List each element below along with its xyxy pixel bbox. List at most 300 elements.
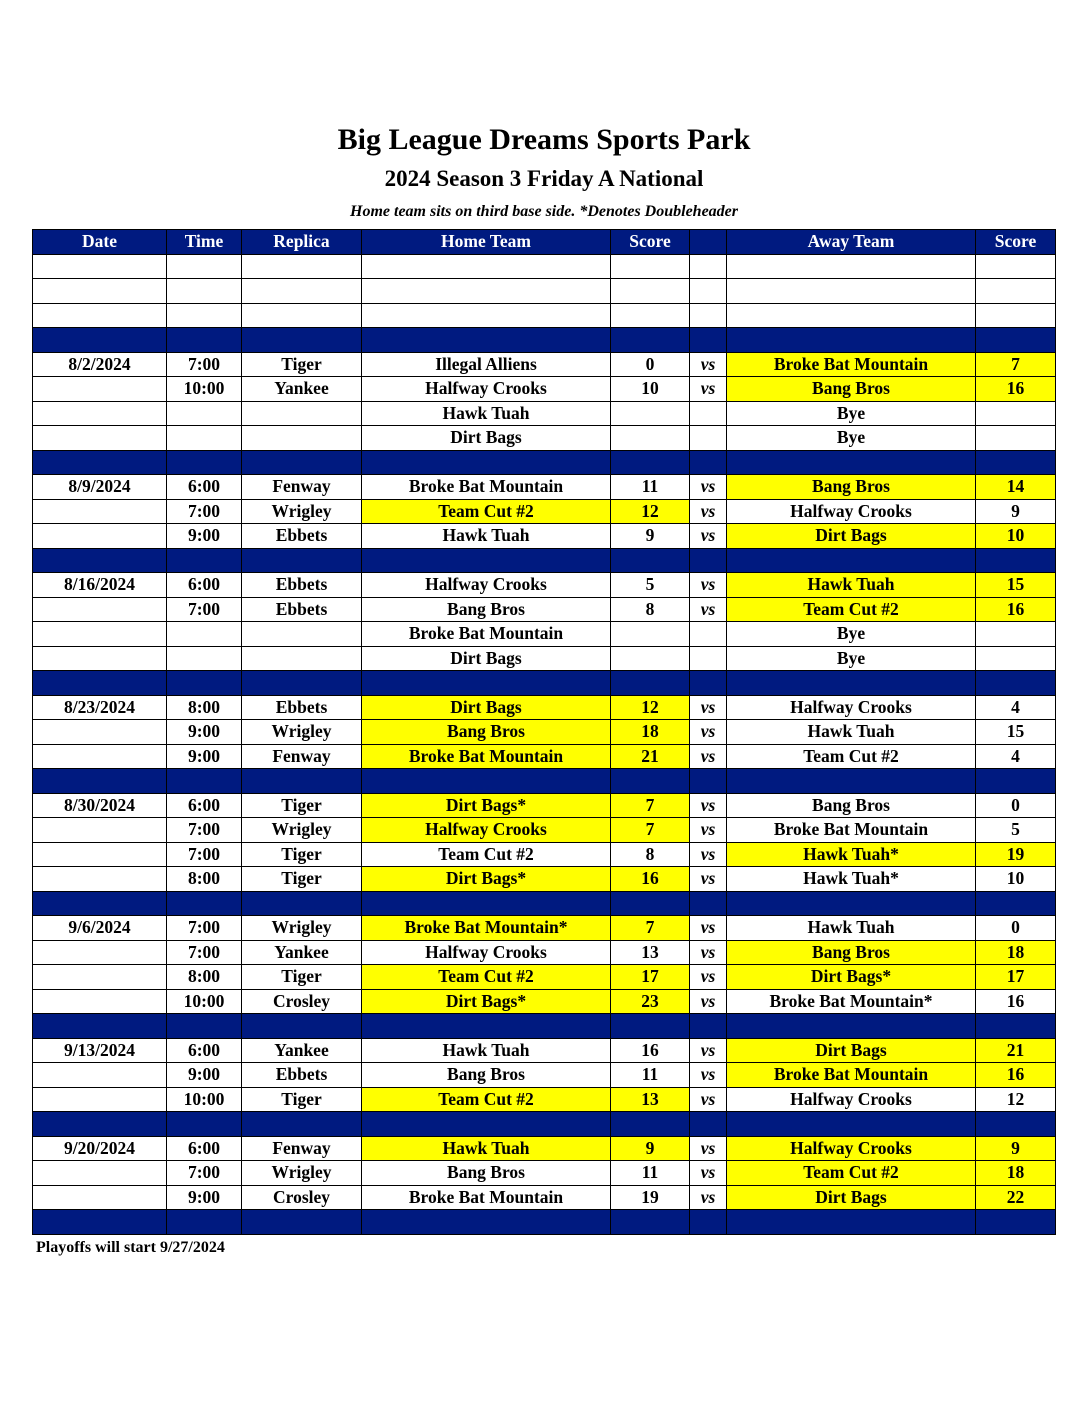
- cell-vs: vs: [690, 867, 727, 892]
- week-separator-row: [33, 1014, 1056, 1039]
- cell-time: [167, 622, 242, 647]
- cell-time: 8:00: [167, 695, 242, 720]
- cell-date: 8/30/2024: [33, 793, 167, 818]
- cell-replica: [242, 1112, 362, 1137]
- cell-home-score: 9: [611, 1136, 690, 1161]
- cell-home-score: [611, 303, 690, 328]
- cell-time: 7:00: [167, 940, 242, 965]
- cell-away-team: Broke Bat Mountain: [727, 352, 976, 377]
- schedule-table: [32, 229, 1056, 1235]
- cell-date: [33, 450, 167, 475]
- cell-time: [167, 426, 242, 451]
- cell-home-team: Bang Bros: [362, 1063, 611, 1088]
- cell-away-team: Bye: [727, 622, 976, 647]
- cell-home-team: Halfway Crooks: [362, 377, 611, 402]
- cell-away-score: 4: [976, 695, 1056, 720]
- cell-replica: Tiger: [242, 352, 362, 377]
- cell-time: 7:00: [167, 352, 242, 377]
- cell-replica: [242, 891, 362, 916]
- cell-date: 8/23/2024: [33, 695, 167, 720]
- week-separator-row: [33, 1112, 1056, 1137]
- cell-vs: vs: [690, 916, 727, 941]
- cell-time: 9:00: [167, 1063, 242, 1088]
- cell-date: [33, 891, 167, 916]
- cell-vs: vs: [690, 352, 727, 377]
- cell-home-team: [362, 450, 611, 475]
- cell-replica: [242, 646, 362, 671]
- cell-replica: Ebbets: [242, 573, 362, 598]
- cell-home-team: Team Cut #2: [362, 842, 611, 867]
- week-separator-row: [33, 1210, 1056, 1235]
- cell-replica: Tiger: [242, 867, 362, 892]
- week-separator-row: [33, 450, 1056, 475]
- cell-replica: [242, 548, 362, 573]
- cell-away-score: [976, 450, 1056, 475]
- cell-vs: [690, 1014, 727, 1039]
- cell-replica: Tiger: [242, 965, 362, 990]
- cell-away-team: Broke Bat Mountain: [727, 818, 976, 843]
- cell-home-score: [611, 646, 690, 671]
- cell-home-team: Hawk Tuah: [362, 401, 611, 426]
- schedule-note: Home team sits on third base side. *Denotes Doubleheader: [350, 203, 738, 220]
- cell-home-team: [362, 279, 611, 304]
- cell-vs: vs: [690, 793, 727, 818]
- cell-away-team: Broke Bat Mountain*: [727, 989, 976, 1014]
- cell-away-score: [976, 401, 1056, 426]
- cell-away-score: [976, 426, 1056, 451]
- cell-away-team: Broke Bat Mountain: [727, 1063, 976, 1088]
- cell-time: [167, 769, 242, 794]
- cell-date: [33, 328, 167, 353]
- cell-date: [33, 1087, 167, 1112]
- cell-date: [33, 1161, 167, 1186]
- cell-away-score: 16: [976, 597, 1056, 622]
- cell-vs: vs: [690, 989, 727, 1014]
- cell-time: [167, 450, 242, 475]
- cell-vs: vs: [690, 1038, 727, 1063]
- cell-away-team: [727, 1112, 976, 1137]
- col-header-vs: [690, 230, 727, 255]
- cell-away-team: Hawk Tuah: [727, 916, 976, 941]
- col-header-away-team: Away Team: [727, 230, 976, 255]
- cell-replica: Tiger: [242, 842, 362, 867]
- game-row: [33, 720, 1056, 745]
- cell-away-score: [976, 646, 1056, 671]
- cell-home-score: [611, 671, 690, 696]
- cell-away-score: [976, 254, 1056, 279]
- cell-vs: vs: [690, 475, 727, 500]
- cell-time: [167, 891, 242, 916]
- cell-replica: Wrigley: [242, 818, 362, 843]
- cell-home-score: 7: [611, 793, 690, 818]
- cell-home-score: [611, 891, 690, 916]
- cell-away-score: [976, 622, 1056, 647]
- schedule-body: [33, 254, 1056, 1234]
- cell-away-team: [727, 1210, 976, 1235]
- game-row: [33, 940, 1056, 965]
- cell-replica: [242, 622, 362, 647]
- cell-home-score: 8: [611, 842, 690, 867]
- cell-home-team: [362, 303, 611, 328]
- cell-time: 9:00: [167, 744, 242, 769]
- cell-replica: Fenway: [242, 744, 362, 769]
- cell-vs: [690, 254, 727, 279]
- page-subtitle: 2024 Season 3 Friday A National: [384, 166, 704, 191]
- cell-date: [33, 867, 167, 892]
- game-row: [33, 524, 1056, 549]
- cell-away-score: 0: [976, 793, 1056, 818]
- cell-date: [33, 720, 167, 745]
- cell-vs: [690, 401, 727, 426]
- cell-home-score: 23: [611, 989, 690, 1014]
- cell-vs: [690, 548, 727, 573]
- cell-date: [33, 989, 167, 1014]
- cell-replica: Tiger: [242, 793, 362, 818]
- cell-away-team: Team Cut #2: [727, 1161, 976, 1186]
- cell-home-score: 7: [611, 916, 690, 941]
- game-row: [33, 426, 1056, 451]
- cell-home-team: Halfway Crooks: [362, 940, 611, 965]
- cell-date: 8/16/2024: [33, 573, 167, 598]
- cell-vs: vs: [690, 1161, 727, 1186]
- cell-home-team: [362, 328, 611, 353]
- game-row: [33, 744, 1056, 769]
- cell-home-team: Broke Bat Mountain: [362, 1185, 611, 1210]
- cell-home-team: Dirt Bags: [362, 646, 611, 671]
- col-header-time: Time: [167, 230, 242, 255]
- cell-vs: [690, 769, 727, 794]
- game-row: [33, 499, 1056, 524]
- cell-time: [167, 279, 242, 304]
- cell-home-score: 18: [611, 720, 690, 745]
- cell-date: [33, 279, 167, 304]
- cell-replica: Wrigley: [242, 1161, 362, 1186]
- game-row: [33, 622, 1056, 647]
- cell-time: [167, 646, 242, 671]
- cell-away-team: Bye: [727, 646, 976, 671]
- cell-away-score: 21: [976, 1038, 1056, 1063]
- cell-away-team: Bang Bros: [727, 940, 976, 965]
- cell-home-team: Broke Bat Mountain: [362, 744, 611, 769]
- cell-away-score: [976, 1014, 1056, 1039]
- cell-date: [33, 548, 167, 573]
- cell-home-team: [362, 254, 611, 279]
- cell-time: 6:00: [167, 793, 242, 818]
- cell-time: [167, 548, 242, 573]
- cell-time: 10:00: [167, 1087, 242, 1112]
- cell-away-team: [727, 671, 976, 696]
- week-separator-row: [33, 548, 1056, 573]
- cell-away-team: Dirt Bags: [727, 524, 976, 549]
- cell-vs: vs: [690, 524, 727, 549]
- cell-time: 9:00: [167, 1185, 242, 1210]
- col-header-date: Date: [33, 230, 167, 255]
- blank-row: [33, 303, 1056, 328]
- cell-away-score: 22: [976, 1185, 1056, 1210]
- cell-date: [33, 842, 167, 867]
- cell-home-score: 9: [611, 524, 690, 549]
- cell-vs: vs: [690, 377, 727, 402]
- cell-replica: [242, 303, 362, 328]
- cell-away-score: 9: [976, 499, 1056, 524]
- cell-home-team: Halfway Crooks: [362, 573, 611, 598]
- cell-time: [167, 401, 242, 426]
- blank-row: [33, 279, 1056, 304]
- cell-away-score: 12: [976, 1087, 1056, 1112]
- cell-home-team: [362, 548, 611, 573]
- cell-away-team: [727, 279, 976, 304]
- cell-home-score: 19: [611, 1185, 690, 1210]
- cell-home-score: [611, 1112, 690, 1137]
- cell-vs: vs: [690, 744, 727, 769]
- game-row: [33, 965, 1056, 990]
- cell-away-team: Dirt Bags*: [727, 965, 976, 990]
- cell-away-team: Team Cut #2: [727, 597, 976, 622]
- cell-replica: Wrigley: [242, 916, 362, 941]
- cell-home-team: [362, 1112, 611, 1137]
- cell-vs: vs: [690, 965, 727, 990]
- cell-date: [33, 1014, 167, 1039]
- cell-time: 7:00: [167, 842, 242, 867]
- cell-away-team: Halfway Crooks: [727, 1087, 976, 1112]
- cell-replica: Wrigley: [242, 720, 362, 745]
- cell-away-team: [727, 891, 976, 916]
- cell-time: 6:00: [167, 1136, 242, 1161]
- game-row: [33, 793, 1056, 818]
- cell-replica: Wrigley: [242, 499, 362, 524]
- cell-replica: [242, 1014, 362, 1039]
- cell-home-team: Dirt Bags*: [362, 989, 611, 1014]
- cell-away-team: Hawk Tuah*: [727, 842, 976, 867]
- cell-away-score: 10: [976, 524, 1056, 549]
- cell-away-score: 10: [976, 867, 1056, 892]
- cell-vs: vs: [690, 597, 727, 622]
- game-row: [33, 989, 1056, 1014]
- cell-date: [33, 671, 167, 696]
- cell-date: 8/2/2024: [33, 352, 167, 377]
- cell-replica: Yankee: [242, 1038, 362, 1063]
- cell-away-team: Hawk Tuah: [727, 720, 976, 745]
- cell-away-score: 18: [976, 940, 1056, 965]
- col-header-away-score: Score: [976, 230, 1056, 255]
- cell-home-team: [362, 769, 611, 794]
- cell-date: [33, 1185, 167, 1210]
- cell-replica: Ebbets: [242, 695, 362, 720]
- cell-date: [33, 1210, 167, 1235]
- cell-date: [33, 744, 167, 769]
- cell-vs: [690, 303, 727, 328]
- cell-home-team: Hawk Tuah: [362, 1136, 611, 1161]
- cell-home-score: 16: [611, 867, 690, 892]
- cell-date: 9/6/2024: [33, 916, 167, 941]
- cell-home-score: 16: [611, 1038, 690, 1063]
- cell-vs: [690, 328, 727, 353]
- cell-replica: Yankee: [242, 940, 362, 965]
- cell-time: 10:00: [167, 989, 242, 1014]
- cell-replica: Ebbets: [242, 1063, 362, 1088]
- game-row: [33, 377, 1056, 402]
- cell-home-score: [611, 254, 690, 279]
- cell-away-score: [976, 769, 1056, 794]
- cell-time: [167, 1112, 242, 1137]
- cell-home-team: Bang Bros: [362, 1161, 611, 1186]
- cell-away-team: Hawk Tuah*: [727, 867, 976, 892]
- cell-away-team: Team Cut #2: [727, 744, 976, 769]
- cell-replica: [242, 769, 362, 794]
- cell-home-team: Broke Bat Mountain: [362, 475, 611, 500]
- cell-home-team: Broke Bat Mountain: [362, 622, 611, 647]
- table-header-row: [33, 230, 1056, 255]
- cell-away-score: 16: [976, 377, 1056, 402]
- game-row: [33, 916, 1056, 941]
- cell-away-score: 17: [976, 965, 1056, 990]
- cell-date: [33, 622, 167, 647]
- cell-home-team: Dirt Bags*: [362, 867, 611, 892]
- cell-vs: vs: [690, 573, 727, 598]
- week-separator-row: [33, 769, 1056, 794]
- cell-replica: Yankee: [242, 377, 362, 402]
- cell-vs: vs: [690, 720, 727, 745]
- cell-replica: Ebbets: [242, 597, 362, 622]
- cell-replica: Tiger: [242, 1087, 362, 1112]
- cell-replica: [242, 328, 362, 353]
- cell-away-team: [727, 1014, 976, 1039]
- game-row: [33, 1063, 1056, 1088]
- cell-home-team: Hawk Tuah: [362, 524, 611, 549]
- game-row: [33, 646, 1056, 671]
- cell-time: 9:00: [167, 524, 242, 549]
- cell-home-team: Broke Bat Mountain*: [362, 916, 611, 941]
- col-header-home-score: Score: [611, 230, 690, 255]
- cell-date: [33, 597, 167, 622]
- cell-date: [33, 254, 167, 279]
- cell-away-score: 4: [976, 744, 1056, 769]
- cell-date: [33, 818, 167, 843]
- cell-vs: [690, 891, 727, 916]
- cell-replica: Fenway: [242, 475, 362, 500]
- cell-vs: vs: [690, 1136, 727, 1161]
- cell-away-team: [727, 769, 976, 794]
- cell-vs: vs: [690, 842, 727, 867]
- cell-away-team: Hawk Tuah: [727, 573, 976, 598]
- cell-away-score: 0: [976, 916, 1056, 941]
- cell-away-team: Halfway Crooks: [727, 1136, 976, 1161]
- cell-home-score: 12: [611, 499, 690, 524]
- cell-away-score: [976, 548, 1056, 573]
- cell-home-team: [362, 671, 611, 696]
- game-row: [33, 1161, 1056, 1186]
- cell-time: [167, 1210, 242, 1235]
- cell-vs: [690, 1210, 727, 1235]
- cell-date: [33, 1112, 167, 1137]
- cell-vs: vs: [690, 1087, 727, 1112]
- cell-away-score: 16: [976, 1063, 1056, 1088]
- cell-home-team: Team Cut #2: [362, 499, 611, 524]
- cell-replica: [242, 450, 362, 475]
- cell-home-score: 13: [611, 1087, 690, 1112]
- cell-away-score: 16: [976, 989, 1056, 1014]
- cell-home-score: 12: [611, 695, 690, 720]
- cell-away-team: [727, 303, 976, 328]
- game-row: [33, 1038, 1056, 1063]
- cell-date: [33, 303, 167, 328]
- cell-away-team: Halfway Crooks: [727, 499, 976, 524]
- cell-home-team: Illegal Alliens: [362, 352, 611, 377]
- cell-vs: [690, 450, 727, 475]
- blank-row: [33, 254, 1056, 279]
- col-header-home-team: Home Team: [362, 230, 611, 255]
- cell-away-score: 9: [976, 1136, 1056, 1161]
- cell-vs: [690, 426, 727, 451]
- week-separator-row: [33, 671, 1056, 696]
- cell-time: [167, 303, 242, 328]
- cell-date: [33, 401, 167, 426]
- cell-away-team: Dirt Bags: [727, 1038, 976, 1063]
- cell-home-team: Dirt Bags*: [362, 793, 611, 818]
- cell-home-score: [611, 622, 690, 647]
- game-row: [33, 695, 1056, 720]
- cell-away-team: Bye: [727, 426, 976, 451]
- cell-replica: [242, 279, 362, 304]
- cell-vs: [690, 671, 727, 696]
- cell-away-team: Bang Bros: [727, 475, 976, 500]
- cell-replica: [242, 401, 362, 426]
- cell-home-team: Halfway Crooks: [362, 818, 611, 843]
- cell-time: [167, 328, 242, 353]
- cell-home-score: 11: [611, 1161, 690, 1186]
- cell-time: 7:00: [167, 916, 242, 941]
- game-row: [33, 1136, 1056, 1161]
- cell-away-team: Bang Bros: [727, 377, 976, 402]
- cell-home-score: 10: [611, 377, 690, 402]
- game-row: [33, 1185, 1056, 1210]
- cell-away-score: [976, 671, 1056, 696]
- cell-home-score: 17: [611, 965, 690, 990]
- cell-date: 8/9/2024: [33, 475, 167, 500]
- cell-away-score: 18: [976, 1161, 1056, 1186]
- cell-vs: vs: [690, 1185, 727, 1210]
- game-row: [33, 842, 1056, 867]
- col-header-replica: Replica: [242, 230, 362, 255]
- cell-away-score: [976, 303, 1056, 328]
- cell-vs: vs: [690, 818, 727, 843]
- cell-away-team: Halfway Crooks: [727, 695, 976, 720]
- cell-date: [33, 646, 167, 671]
- cell-time: 6:00: [167, 573, 242, 598]
- cell-vs: [690, 622, 727, 647]
- cell-home-team: Bang Bros: [362, 597, 611, 622]
- cell-time: 6:00: [167, 1038, 242, 1063]
- game-row: [33, 352, 1056, 377]
- cell-replica: Crosley: [242, 1185, 362, 1210]
- cell-home-score: [611, 769, 690, 794]
- cell-home-score: [611, 426, 690, 451]
- cell-away-score: [976, 1210, 1056, 1235]
- cell-home-team: [362, 1210, 611, 1235]
- cell-home-score: 7: [611, 818, 690, 843]
- cell-date: [33, 965, 167, 990]
- cell-home-score: [611, 548, 690, 573]
- cell-date: [33, 940, 167, 965]
- cell-vs: vs: [690, 695, 727, 720]
- cell-date: [33, 769, 167, 794]
- cell-away-score: [976, 279, 1056, 304]
- cell-away-score: [976, 891, 1056, 916]
- cell-replica: [242, 1210, 362, 1235]
- cell-replica: [242, 426, 362, 451]
- cell-away-team: [727, 548, 976, 573]
- cell-away-score: 5: [976, 818, 1056, 843]
